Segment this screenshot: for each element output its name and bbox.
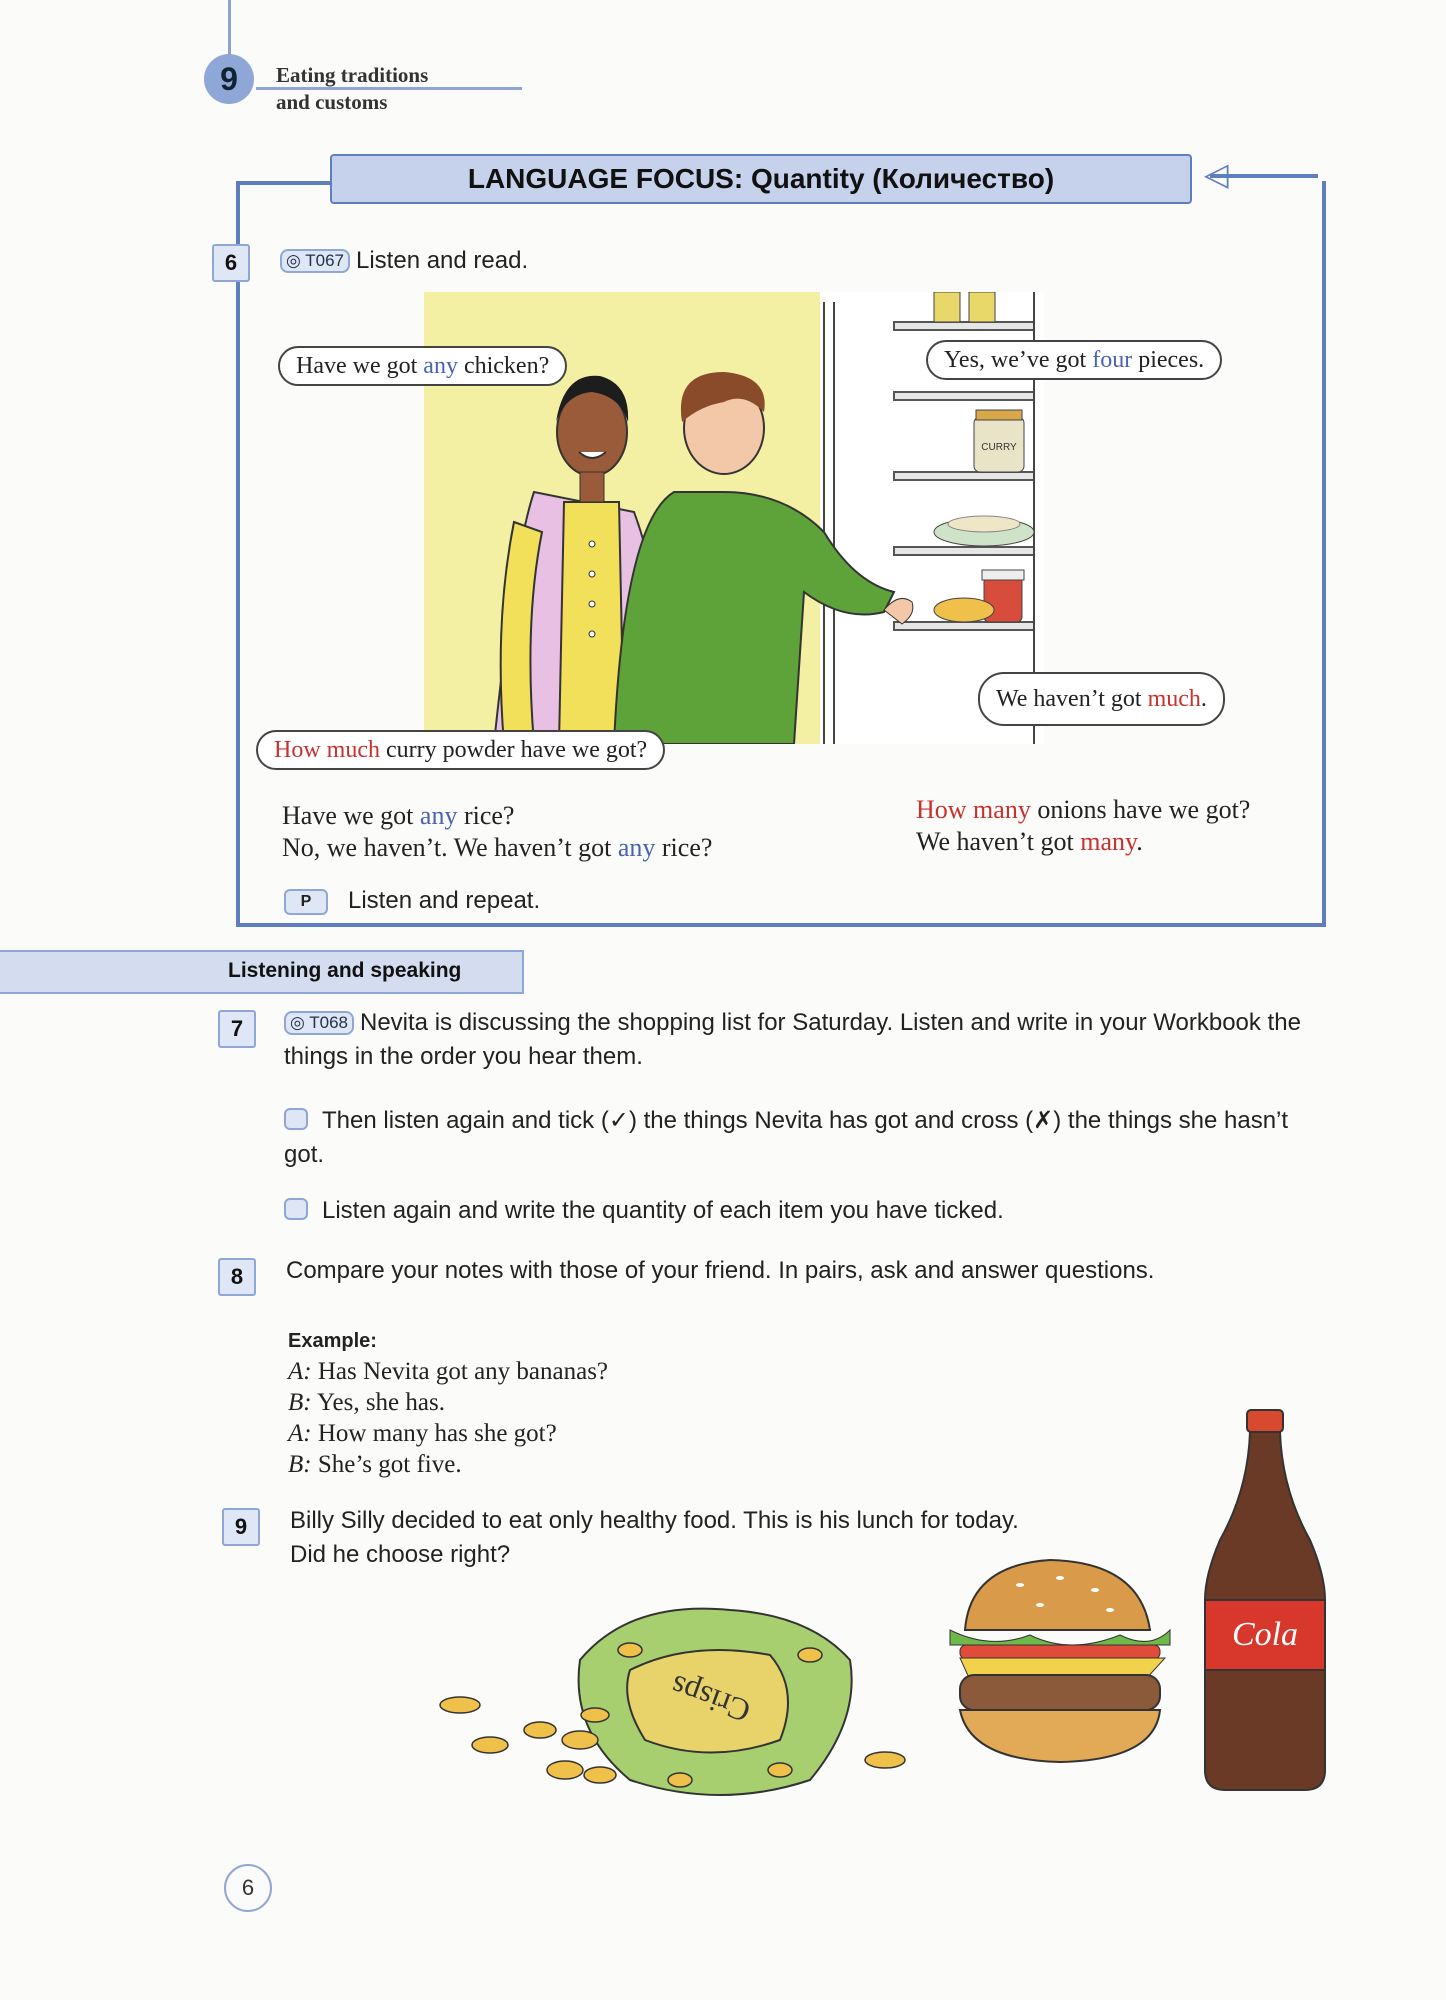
speech-bubble-much	[978, 672, 1225, 726]
cola-label: Cola	[1231, 1616, 1299, 1653]
speaker: A:	[288, 1420, 312, 1447]
example-line-any-rice	[282, 800, 514, 832]
line-text: Have we got	[282, 801, 420, 830]
speech-bubble-four-pieces	[926, 340, 1222, 380]
line-text: .	[1136, 827, 1143, 856]
line-highlight: How many	[916, 795, 1031, 824]
speaker: B:	[288, 1389, 312, 1416]
crisps-bag-icon	[579, 1609, 852, 1795]
lunch-illustration	[430, 1400, 1330, 1820]
speech-bubble-curry	[256, 730, 665, 770]
exercise-6-number: 6	[212, 244, 250, 282]
line-highlight: many	[1080, 827, 1137, 856]
bubble-text: Have we got	[296, 353, 424, 379]
page-number: 6	[224, 1864, 272, 1912]
exercise-6-instruction	[280, 244, 528, 278]
audio-track-badge[interactable]: ◎ T067	[280, 249, 350, 273]
exercise-7-sub2	[284, 1194, 1324, 1228]
unit-title-line1: Eating traditions	[276, 63, 429, 87]
repeat-text: Listen and repeat.	[348, 887, 541, 914]
burger-icon	[950, 1560, 1170, 1762]
cola-bottle-icon	[1205, 1410, 1325, 1790]
jar-label: CURRY	[981, 442, 1017, 453]
unit-number-badge: 9	[204, 54, 254, 104]
instruction-text: Nevita is discussing the shopping list for Saturday. Listen and write in your Workbook the things in the order you hear them.	[284, 1009, 1301, 1070]
example-line-no-rice	[282, 832, 712, 864]
bubble-text: .	[1200, 686, 1207, 712]
crisps-label: Crisps	[665, 1668, 755, 1730]
dialogue-text: Has Nevita got any bananas?	[317, 1358, 609, 1385]
example-label: Example:	[288, 1330, 377, 1352]
bubble-text: curry powder have we got?	[379, 737, 648, 763]
audio-track-badge[interactable]: ◎ T068	[284, 1011, 354, 1035]
header-rule-vertical	[228, 0, 231, 60]
line-text: rice?	[655, 833, 713, 862]
line-highlight: any	[617, 833, 656, 862]
exercise-8-instruction: Compare your notes with those of your friend. In pairs, ask and answer questions.	[286, 1257, 1155, 1284]
bubble-text: pieces.	[1132, 347, 1205, 373]
line-text: We haven’t got	[916, 827, 1081, 856]
unit-title-rule	[256, 87, 522, 90]
speech-bubble-chicken	[278, 346, 567, 386]
language-focus-title: LANGUAGE FOCUS: Quantity (Количество)	[330, 154, 1192, 204]
bubble-highlight: much	[1147, 686, 1201, 712]
bubble-highlight: any	[423, 353, 458, 379]
arrow-left-icon: ◁	[1204, 156, 1229, 192]
bubble-text: Yes, we’ve got	[944, 347, 1093, 373]
example-line-how-many	[916, 794, 1250, 826]
exercise-9-number: 9	[222, 1508, 260, 1546]
dialogue-text: How many has she got?	[317, 1420, 557, 1447]
pronunciation-badge[interactable]: P	[284, 889, 328, 915]
sub-instruction-text: Then listen again and tick (✓) the things Nevita has got and cross (✗) the things she hasn’t got.	[284, 1107, 1289, 1168]
listen-repeat-row	[284, 884, 540, 918]
workbook-checkbox[interactable]	[284, 1198, 308, 1220]
workbook-checkbox[interactable]	[284, 1108, 308, 1130]
bubble-text: chicken?	[457, 353, 550, 379]
bubble-text: We haven’t got	[996, 686, 1148, 712]
bubble-highlight: How much	[274, 737, 380, 763]
speaker: B:	[288, 1451, 312, 1478]
exercise-7-sub1	[284, 1104, 1324, 1172]
instruction-line2: Did he choose right?	[290, 1541, 511, 1568]
unit-title-line2: and customs	[276, 90, 388, 114]
dialogue-text: Yes, she has.	[316, 1389, 445, 1416]
bubble-highlight: four	[1092, 347, 1133, 373]
section-title: Listening and speaking	[228, 959, 462, 982]
dialogue-text: She’s got five.	[317, 1451, 462, 1478]
frame-top-left	[236, 181, 332, 185]
track-label: T068	[309, 1013, 348, 1032]
line-highlight: any	[419, 801, 458, 830]
instruction-text: Listen and read.	[356, 247, 529, 274]
speaker: A:	[288, 1358, 312, 1385]
line-text: rice?	[457, 801, 515, 830]
exercise-7-instruction	[284, 1006, 1324, 1074]
dialogue-line	[288, 1356, 608, 1387]
exercise-7-number: 7	[218, 1010, 256, 1048]
example-line-many	[916, 826, 1143, 858]
exercise-8-number: 8	[218, 1258, 256, 1296]
sub-instruction-text: Listen again and write the quantity of each item you have ticked.	[322, 1197, 1004, 1224]
instruction-line1: Billy Silly decided to eat only healthy food. This is his lunch for today.	[290, 1507, 1019, 1534]
line-text: No, we haven’t. We haven’t got	[282, 833, 618, 862]
track-label: T067	[305, 251, 344, 270]
line-text: onions have we got?	[1030, 795, 1251, 824]
